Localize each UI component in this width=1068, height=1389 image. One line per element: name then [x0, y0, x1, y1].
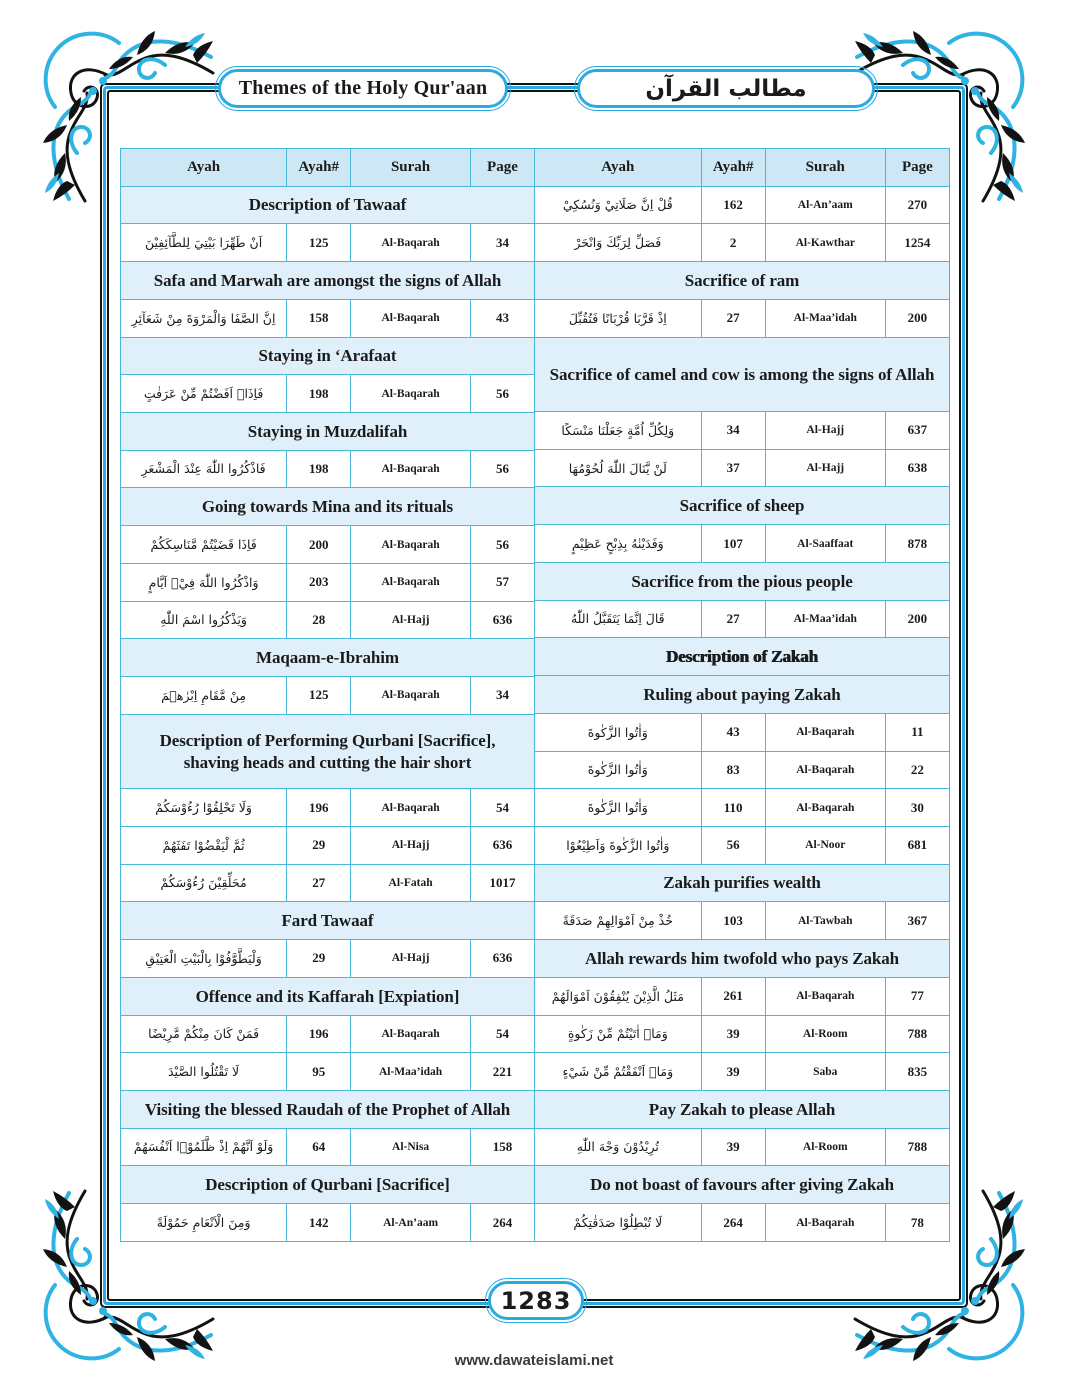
column-header-ayah: Ayah — [187, 158, 221, 175]
ayah-number: 27 — [701, 601, 765, 638]
surah-name: Al-Baqarah — [350, 300, 470, 337]
page-reference: 636 — [470, 827, 534, 864]
section-title: Do not boast of favours after giving Zakah — [590, 1175, 894, 1195]
ayah-number: 28 — [286, 602, 350, 639]
ayah-number: 27 — [286, 865, 350, 902]
ayah-row — [535, 299, 949, 337]
page-reference: 30 — [885, 789, 949, 826]
ayah-row — [121, 1203, 534, 1241]
ayah-arabic-text: ثُمَّ لْيَقْضُوْا تَفَثَهُمْ — [162, 837, 245, 853]
page-reference: 264 — [470, 1204, 534, 1241]
ayah-number: 198 — [286, 375, 350, 412]
page-reference: 22 — [885, 752, 949, 789]
page-reference: 78 — [885, 1204, 949, 1241]
surah-name: Al-Fatah — [350, 865, 470, 902]
ayah-row — [535, 600, 949, 638]
surah-name: Al-Baqarah — [350, 677, 470, 714]
ayah-row — [535, 788, 949, 826]
page-reference: 788 — [885, 1129, 949, 1166]
section-title: Fard Tawaaf — [281, 911, 374, 931]
ayah-number: 196 — [286, 789, 350, 826]
ayah-arabic-text: مَثَلُ الَّذِيْنَ يُنْفِقُوْنَ اَمْوَالَهُمْ — [551, 988, 684, 1004]
ayah-row — [535, 713, 949, 751]
ayah-arabic-text: لَنْ يَّنَالَ اللّٰهَ لُحُوْمُهَا — [568, 460, 667, 476]
surah-name: Al-Baqarah — [765, 789, 885, 826]
ayah-number: 95 — [286, 1053, 350, 1090]
ayah-number: 34 — [701, 412, 765, 449]
ayah-row — [121, 676, 534, 714]
section-header-row — [535, 1165, 949, 1203]
page-header-english-pill — [218, 69, 508, 108]
ayah-row — [121, 1128, 534, 1166]
ayah-arabic-text: وَلِكُلِّ اُمَّةٍ جَعَلْنَا مَنْسَكًا — [561, 422, 675, 438]
page-number: 1283 — [500, 1286, 572, 1315]
ayah-arabic-text: وَلَا تَحْلِقُوْا رُءُوْسَكُمْ — [155, 799, 252, 815]
ayah-arabic-text: اَنْ طَهِّرَا بَيْتِيَ لِلطَّآئِفِيْنَ — [145, 235, 263, 251]
section-header-row — [535, 1090, 949, 1128]
ayah-row — [535, 1015, 949, 1053]
ayah-number: 56 — [701, 827, 765, 864]
section-title: Zakah purifies wealth — [663, 873, 821, 893]
ayah-number: 107 — [701, 525, 765, 562]
page-reference: 200 — [885, 300, 949, 337]
page-reference: 57 — [470, 564, 534, 601]
ayah-number: 27 — [701, 300, 765, 337]
page-reference: 77 — [885, 978, 949, 1015]
ayah-arabic-text: وَمَاۤ اٰتَيْتُمْ مِّنْ زَكٰوةٍ — [567, 1026, 668, 1042]
column-header-ayah-number: Ayah# — [701, 149, 765, 186]
ayah-number: 200 — [286, 526, 350, 563]
surah-name: Al-Baqarah — [350, 789, 470, 826]
ayah-row — [121, 450, 534, 488]
page-reference: 788 — [885, 1016, 949, 1053]
ayah-arabic-text: اِذْ قَرَّبَا قُرْبَانًا فَتُقُبِّلَ — [568, 310, 667, 326]
ayah-row — [535, 751, 949, 789]
ayah-arabic-text: مِنْ مَّقَامِ اِبْرٰهٖمَ — [161, 687, 247, 703]
page-reference: 56 — [470, 451, 534, 488]
ayah-row — [535, 524, 949, 562]
surah-name: Al-Baqarah — [765, 978, 885, 1015]
section-title: Staying in Muzdalifah — [247, 421, 408, 441]
index-table-left — [120, 148, 535, 1242]
surah-name: Al-Baqarah — [350, 1016, 470, 1053]
ayah-arabic-text: لَا تُبْطِلُوْا صَدَقٰتِكُمْ — [573, 1214, 663, 1230]
ayah-row — [121, 1015, 534, 1053]
ayah-number: 125 — [286, 224, 350, 261]
ayah-number: 64 — [286, 1129, 350, 1166]
section-header-row — [535, 864, 949, 902]
section-title: Allah rewards him twofold who pays Zakah — [584, 948, 900, 968]
surah-name: Al-Maa’idah — [765, 300, 885, 337]
surah-name: Al-Baqarah — [765, 752, 885, 789]
ayah-arabic-text: وَلْيَطَّوَّفُوْا بِالْبَيْتِ الْعَتِيْقِ — [145, 950, 262, 966]
section-title: Description of Qurbani [Sacrifice] — [205, 1175, 450, 1195]
page-reference: 221 — [470, 1053, 534, 1090]
section-header-row — [121, 714, 534, 788]
page-reference: 34 — [470, 677, 534, 714]
section-header-row — [121, 1090, 534, 1128]
section-header-row — [121, 638, 534, 676]
ayah-number: 39 — [701, 1129, 765, 1166]
ayah-number: 29 — [286, 827, 350, 864]
ayah-arabic-text: فَمَنْ كَانَ مِنْكُمْ مَّرِيْضًا — [148, 1026, 260, 1042]
surah-name: Al-An’aam — [350, 1204, 470, 1241]
ayah-number: 196 — [286, 1016, 350, 1053]
column-header-row — [535, 149, 949, 186]
page-title-english: Themes of the Holy Qur'aan — [238, 77, 488, 99]
surah-name: Al-Baqarah — [350, 375, 470, 412]
page-reference: 158 — [470, 1129, 534, 1166]
section-header-row — [535, 637, 949, 675]
ayah-arabic-text: مُحَلِّقِيْنَ رُءُوْسَكُمْ — [160, 875, 247, 891]
section-title: Visiting the blessed Raudah of the Prophet of Allah — [144, 1099, 511, 1119]
ayah-row — [535, 411, 949, 449]
column-header-ayah-number: Ayah# — [286, 149, 350, 186]
ayah-arabic-text: تُرِيْدُوْنَ وَجْهَ اللّٰهِ — [576, 1139, 659, 1155]
page-reference: 54 — [470, 789, 534, 826]
ayah-arabic-text: قُلْ اِنَّ صَلَاتِيْ وَنُسُكِيْ — [562, 197, 673, 213]
surah-name: Al-Hajj — [350, 827, 470, 864]
surah-name: Saba — [765, 1053, 885, 1090]
ayah-arabic-text: فَصَلِّ لِرَبِّكَ وَانْحَرْ — [574, 235, 662, 251]
column-header-row — [121, 149, 534, 186]
page-header-arabic-pill — [577, 69, 875, 108]
page-reference: 681 — [885, 827, 949, 864]
surah-name: Al-Saaffaat — [765, 525, 885, 562]
ayah-arabic-text: فَاِذَاۤ اَفَضْتُمْ مِّنْ عَرَفٰتٍ — [143, 386, 264, 402]
section-header-row — [121, 487, 534, 525]
ayah-number: 142 — [286, 1204, 350, 1241]
section-title: Description of Zakah — [666, 647, 818, 667]
section-header-row — [535, 261, 949, 299]
ayah-arabic-text: وَيَذْكُرُوا اسْمَ اللّٰهِ — [160, 612, 247, 628]
page-reference: 878 — [885, 525, 949, 562]
ayah-row — [121, 563, 534, 601]
section-title: Sacrifice from the pious people — [631, 571, 853, 591]
section-title: Offence and its Kaffarah [Expiation] — [195, 986, 460, 1006]
surah-name: Al-Tawbah — [765, 902, 885, 939]
ayah-arabic-text: وَاٰتُوا الزَّكٰوةَ — [587, 799, 648, 815]
ayah-arabic-text: فَاِذَا قَضَيْتُمْ مَّنَاسِكَكُمْ — [150, 536, 257, 552]
page-reference: 636 — [470, 940, 534, 977]
ayah-arabic-text: وَاٰتُوا الزَّكٰوةَ — [587, 724, 648, 740]
surah-name: Al-Baqarah — [765, 714, 885, 751]
section-title: Maqaam-e-Ibrahim — [256, 648, 399, 668]
ayah-row — [535, 977, 949, 1015]
column-header-surah: Surah — [350, 149, 470, 186]
surah-name: Al-Kawthar — [765, 224, 885, 261]
ayah-number: 39 — [701, 1053, 765, 1090]
surah-name: Al-Room — [765, 1129, 885, 1166]
ayah-number: 162 — [701, 187, 765, 224]
ayah-row — [121, 374, 534, 412]
section-header-row — [121, 337, 534, 375]
page-reference: 637 — [885, 412, 949, 449]
surah-name: Al-An’aam — [765, 187, 885, 224]
section-header-row — [121, 186, 534, 224]
ayah-arabic-text: وَاٰتُوا الزَّكٰوةَ — [587, 762, 648, 778]
section-title: Description of Tawaaf — [248, 195, 407, 215]
ayah-row — [121, 864, 534, 902]
section-title: Pay Zakah to please Allah — [648, 1099, 836, 1119]
surah-name: Al-Baqarah — [350, 564, 470, 601]
surah-name: Al-Baqarah — [765, 1204, 885, 1241]
section-title: Sacrifice of ram — [684, 270, 800, 290]
page-title-arabic: مطالب القرآن — [645, 75, 807, 102]
ayah-row — [535, 1052, 949, 1090]
ayah-row — [535, 826, 949, 864]
section-header-row — [535, 337, 949, 411]
surah-name: Al-Maa’idah — [765, 601, 885, 638]
page-reference: 270 — [885, 187, 949, 224]
website-url: www.dawateislami.net — [454, 1352, 614, 1369]
page-reference: 200 — [885, 601, 949, 638]
ayah-arabic-text: لَا تَقْتُلُوا الصَّيْدَ — [168, 1064, 240, 1079]
ayah-row — [535, 1128, 949, 1166]
section-header-row — [535, 939, 949, 977]
ayah-number: 39 — [701, 1016, 765, 1053]
page-reference: 367 — [885, 902, 949, 939]
ayah-row — [121, 788, 534, 826]
surah-name: Al-Room — [765, 1016, 885, 1053]
surah-name: Al-Maa’idah — [350, 1053, 470, 1090]
surah-name: Al-Noor — [765, 827, 885, 864]
section-title: Description of Performing Qurbani [Sacrifice], shaving heads and cutting the hair short — [159, 731, 496, 772]
section-header-row — [121, 1165, 534, 1203]
ayah-row — [535, 901, 949, 939]
surah-name: Al-Hajj — [350, 940, 470, 977]
section-title: Going towards Mina and its rituals — [201, 497, 454, 517]
ayah-row — [121, 601, 534, 639]
ayah-number: 37 — [701, 450, 765, 487]
section-title: Ruling about paying Zakah — [643, 684, 841, 704]
section-header-row — [121, 412, 534, 450]
section-header-row — [535, 486, 949, 524]
page-reference: 1017 — [470, 865, 534, 902]
ayah-arabic-text: وَمِنَ الْاَنْعَامِ حَمُوْلَةً — [156, 1214, 251, 1230]
ayah-row — [535, 186, 949, 224]
page-reference: 34 — [470, 224, 534, 261]
ayah-row — [121, 223, 534, 261]
ayah-arabic-text: فَاذْكُرُوا اللّٰهَ عِنْدَ الْمَشْعَرِ — [141, 461, 266, 477]
page-reference: 1254 — [885, 224, 949, 261]
ayah-row — [121, 299, 534, 337]
ayah-arabic-text: وَاٰتُوا الزَّكٰوةَ وَاَطِيْعُوْا — [566, 837, 670, 853]
ayah-row — [121, 939, 534, 977]
ayah-number: 264 — [701, 1204, 765, 1241]
surah-name: Al-Baqarah — [350, 451, 470, 488]
surah-name: Al-Hajj — [765, 450, 885, 487]
ayah-number: 261 — [701, 978, 765, 1015]
ayah-number: 103 — [701, 902, 765, 939]
page-reference: 56 — [470, 375, 534, 412]
ayah-number: 83 — [701, 752, 765, 789]
ayah-row — [121, 525, 534, 563]
section-header-row — [121, 901, 534, 939]
page-number-pill — [488, 1281, 584, 1320]
ayah-arabic-text: وَلَوْ اَنَّهُمْ اِذْ ظَّلَمُوْۤا اَنْفُسَهُمْ — [133, 1139, 274, 1155]
section-header-row — [121, 261, 534, 299]
ayah-number: 2 — [701, 224, 765, 261]
column-header-ayah: Ayah — [601, 158, 635, 175]
ayah-arabic-text: وَمَاۤ اَنْفَقْتُمْ مِّنْ شَيْءٍ — [562, 1064, 674, 1079]
section-header-row — [121, 977, 534, 1015]
ayah-number: 158 — [286, 300, 350, 337]
ayah-row — [535, 449, 949, 487]
ayah-number: 29 — [286, 940, 350, 977]
column-header-page: Page — [470, 149, 534, 186]
ayah-arabic-text: قَالَ اِنَّمَا يَتَقَبَّلُ اللّٰهُ — [570, 611, 665, 627]
page-reference: 43 — [470, 300, 534, 337]
page-reference: 638 — [885, 450, 949, 487]
section-title: Sacrifice of sheep — [679, 496, 805, 516]
ayah-row — [121, 1052, 534, 1090]
ayah-row — [535, 223, 949, 261]
surah-name: Al-Nisa — [350, 1129, 470, 1166]
surah-name: Al-Baqarah — [350, 224, 470, 261]
page-reference: 835 — [885, 1053, 949, 1090]
column-header-surah: Surah — [765, 149, 885, 186]
section-title: Staying in ‘Arafaat — [258, 346, 397, 366]
page-reference: 11 — [885, 714, 949, 751]
section-title: Safa and Marwah are amongst the signs of Allah — [153, 270, 502, 290]
surah-name: Al-Hajj — [350, 602, 470, 639]
ayah-arabic-text: اِنَّ الصَّفَا وَالْمَرْوَةَ مِنْ شَعَآئِرِ — [131, 310, 276, 326]
ayah-number: 203 — [286, 564, 350, 601]
section-title: Sacrifice of camel and cow is among the signs of Allah — [549, 364, 935, 384]
page-reference: 54 — [470, 1016, 534, 1053]
ayah-arabic-text: خُذْ مِنْ اَمْوَالِهِمْ صَدَقَةً — [562, 913, 673, 929]
ayah-number: 198 — [286, 451, 350, 488]
ayah-row — [535, 1203, 949, 1241]
page-reference: 56 — [470, 526, 534, 563]
index-table-right — [535, 148, 950, 1242]
column-header-page: Page — [885, 149, 949, 186]
ayah-number: 43 — [701, 714, 765, 751]
section-header-row — [535, 675, 949, 713]
page-reference: 636 — [470, 602, 534, 639]
surah-name: Al-Baqarah — [350, 526, 470, 563]
ayah-number: 125 — [286, 677, 350, 714]
surah-name: Al-Hajj — [765, 412, 885, 449]
section-header-row — [535, 562, 949, 600]
ayah-row — [121, 826, 534, 864]
ayah-number: 110 — [701, 789, 765, 826]
ayah-arabic-text: وَفَدَيْنٰهُ بِذِبْحٍ عَظِيْمٍ — [571, 535, 664, 551]
ayah-arabic-text: وَاذْكُرُوا اللّٰهَ فِيْۤ اَيَّامٍ — [148, 574, 259, 590]
